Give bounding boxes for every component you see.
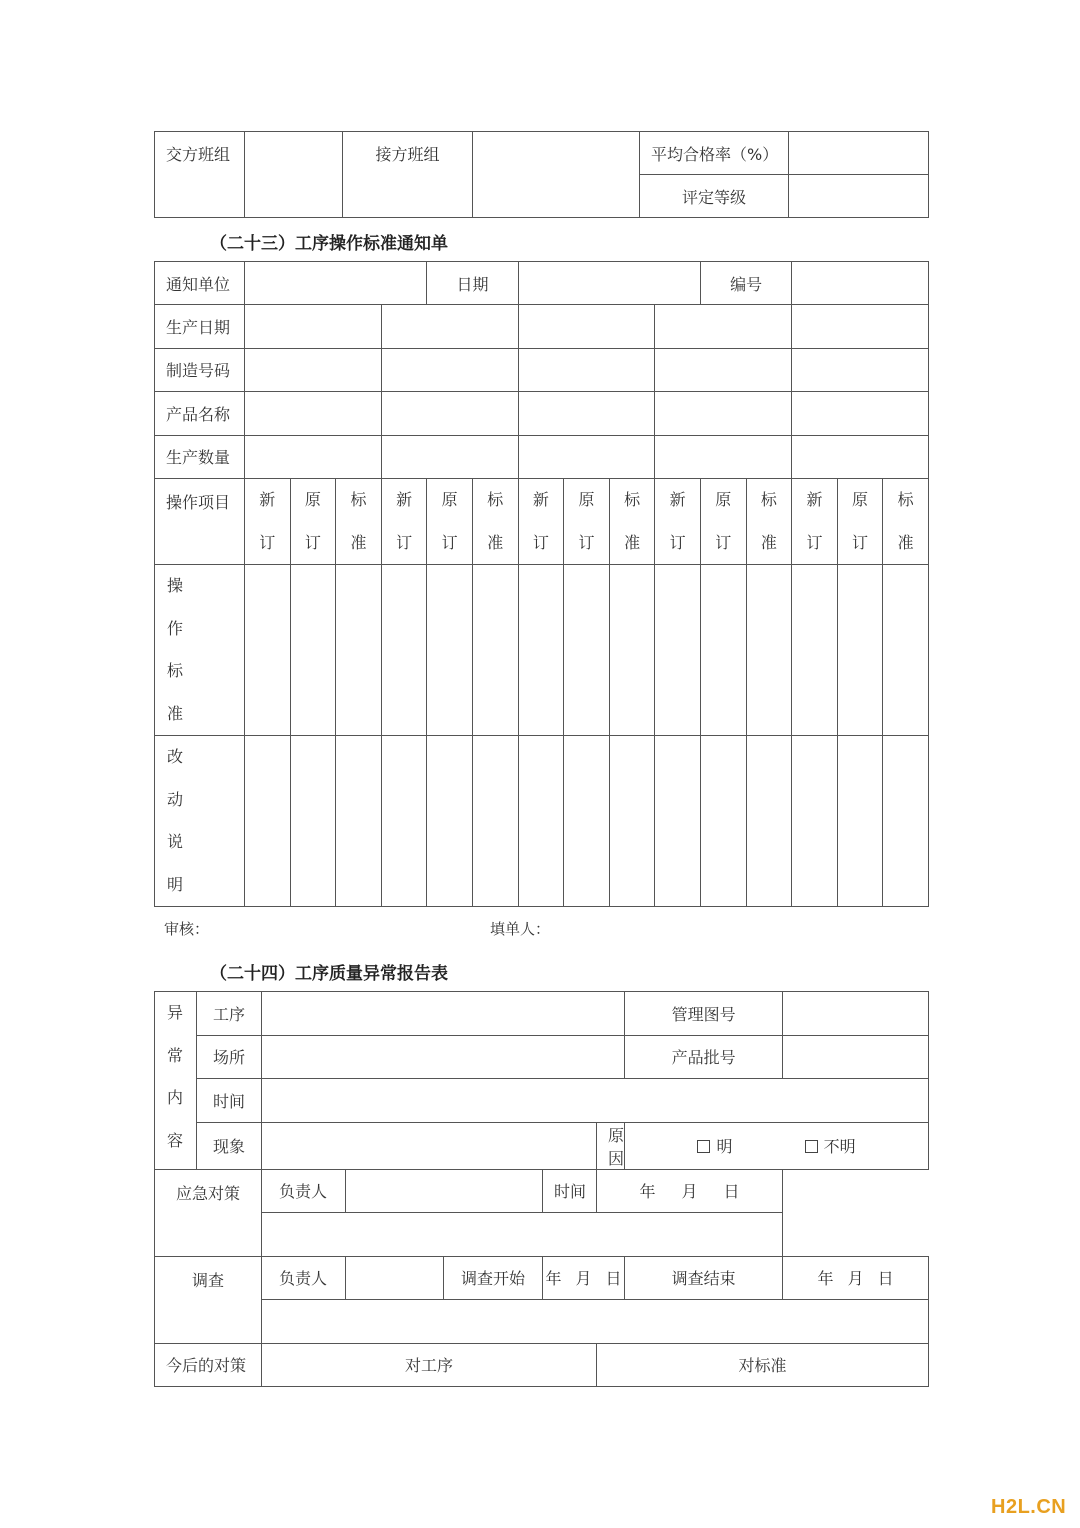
vertical-char: 原 xyxy=(715,490,732,509)
change-note-label xyxy=(155,736,199,907)
vertical-char: 动 xyxy=(167,789,184,809)
entry-cell[interactable] xyxy=(427,736,473,907)
vertical-char: 明 xyxy=(167,874,184,894)
avg-pass-rate-label: 平均合格率（%） xyxy=(640,132,789,175)
vertical-char: 准 xyxy=(350,532,367,552)
row-label-production-date: 生产日期 xyxy=(155,305,245,349)
sub-header-standard xyxy=(472,479,518,565)
abnormal-content-label xyxy=(155,992,197,1170)
entry-cell[interactable] xyxy=(792,435,929,479)
unclear-checkbox[interactable]: 不明 xyxy=(805,1137,856,1156)
entry-cell[interactable] xyxy=(655,435,792,479)
emergency-date[interactable]: 年 月 日 xyxy=(597,1169,783,1213)
checkbox-icon xyxy=(697,1140,710,1153)
vertical-char: 订 xyxy=(715,532,732,552)
vertical-char: 操 xyxy=(167,576,184,595)
vertical-char: 订 xyxy=(852,532,869,552)
date-cell[interactable] xyxy=(518,262,700,305)
phenomenon-cell[interactable] xyxy=(262,1122,597,1169)
investigation-start-label: 调查开始 xyxy=(444,1256,543,1300)
mgmt-drawing-no-cell[interactable] xyxy=(783,992,929,1036)
entry-cell[interactable] xyxy=(700,736,746,907)
entry-cell[interactable] xyxy=(472,565,518,736)
entry-cell[interactable] xyxy=(381,305,518,349)
sub-header-original xyxy=(837,479,883,565)
vertical-char: 准 xyxy=(167,703,184,723)
sub-header-original xyxy=(564,479,610,565)
vertical-char: 订 xyxy=(578,532,595,552)
investigation-end-label: 调查结束 xyxy=(625,1256,783,1300)
operation-standard-label xyxy=(155,565,199,736)
row-label-production-qty: 生产数量 xyxy=(155,435,245,479)
emergency-time-label: 时间 xyxy=(543,1169,597,1213)
sub-header-original xyxy=(427,479,473,565)
entry-cell[interactable] xyxy=(336,565,382,736)
vertical-char: 新 xyxy=(669,490,686,509)
entry-cell[interactable] xyxy=(199,565,245,736)
investigation-responsible-cell[interactable] xyxy=(346,1256,444,1300)
vertical-char: 准 xyxy=(897,532,914,552)
cause-label: 原因 xyxy=(597,1122,625,1169)
entry-cell[interactable] xyxy=(746,565,792,736)
vertical-char: 订 xyxy=(396,532,413,552)
vertical-char: 订 xyxy=(304,532,321,552)
vertical-char: 订 xyxy=(532,532,549,552)
entry-cell[interactable] xyxy=(564,565,610,736)
handover-group-label: 交方班组 xyxy=(155,132,245,218)
vertical-char: 新 xyxy=(259,490,276,509)
filler-label: 填单人： xyxy=(490,920,551,938)
quality-abnormal-table xyxy=(154,991,929,1387)
vertical-char: 订 xyxy=(259,532,276,552)
checkbox-icon xyxy=(805,1140,818,1153)
entry-cell[interactable] xyxy=(427,565,473,736)
sub-header-standard xyxy=(609,479,655,565)
entry-cell[interactable] xyxy=(518,565,564,736)
entry-cell[interactable] xyxy=(518,435,655,479)
entry-cell[interactable] xyxy=(883,736,929,907)
site-watermark: H2L.CN xyxy=(991,1496,1067,1518)
entry-cell[interactable] xyxy=(746,736,792,907)
investigation-label: 调查 xyxy=(155,1256,262,1343)
sub-header-new xyxy=(792,479,838,565)
vertical-char: 原 xyxy=(441,490,458,509)
product-batch-label: 产品批号 xyxy=(625,1035,783,1079)
section24-heading: （二十四）工序质量异常报告表 xyxy=(210,964,448,984)
vertical-char: 订 xyxy=(669,532,686,552)
for-process-label: 对工序 xyxy=(262,1343,597,1387)
entry-cell[interactable] xyxy=(381,565,427,736)
number-label: 编号 xyxy=(700,262,791,305)
mgmt-drawing-no-label: 管理图号 xyxy=(625,992,783,1036)
entry-cell[interactable] xyxy=(655,392,792,436)
entry-cell[interactable] xyxy=(609,565,655,736)
entry-cell[interactable] xyxy=(883,565,929,736)
entry-cell[interactable] xyxy=(381,348,518,392)
time-label: 时间 xyxy=(197,1079,262,1123)
sub-header-new xyxy=(518,479,564,565)
notify-unit-label: 通知单位 xyxy=(155,262,245,305)
date-label: 日期 xyxy=(427,262,518,305)
vertical-char: 准 xyxy=(487,532,504,552)
number-cell[interactable] xyxy=(792,262,929,305)
vertical-char: 标 xyxy=(167,661,184,680)
entry-cell[interactable] xyxy=(245,565,291,736)
vertical-char: 订 xyxy=(441,532,458,552)
entry-cell[interactable] xyxy=(245,305,382,349)
responsible-label: 负责人 xyxy=(262,1169,346,1213)
clear-checkbox[interactable]: 明 xyxy=(697,1137,732,1156)
process-label: 工序 xyxy=(197,992,262,1036)
sub-header-new xyxy=(245,479,291,565)
vertical-char: 作 xyxy=(167,618,184,638)
entry-cell[interactable] xyxy=(700,565,746,736)
entry-cell[interactable] xyxy=(336,736,382,907)
vertical-char: 标 xyxy=(487,490,504,509)
rating-label: 评定等级 xyxy=(640,175,789,218)
entry-cell[interactable] xyxy=(518,348,655,392)
vertical-char: 原 xyxy=(852,490,869,509)
future-measures-label: 今后的对策 xyxy=(155,1343,262,1387)
phenomenon-label: 现象 xyxy=(197,1122,262,1169)
operation-standard-table xyxy=(154,261,929,907)
notify-unit-cell[interactable] xyxy=(245,262,427,305)
reviewer-label: 审核： xyxy=(164,920,210,938)
sub-header-original xyxy=(700,479,746,565)
entry-cell[interactable] xyxy=(381,392,518,436)
sub-header-standard xyxy=(883,479,929,565)
entry-cell[interactable] xyxy=(837,565,883,736)
entry-cell[interactable] xyxy=(792,736,838,907)
vertical-char: 标 xyxy=(624,490,641,509)
vertical-char: 标 xyxy=(760,490,777,509)
vertical-char: 标 xyxy=(897,490,914,509)
entry-cell[interactable] xyxy=(792,305,929,349)
investigation-detail-cell[interactable] xyxy=(262,1300,929,1344)
entry-cell[interactable] xyxy=(655,348,792,392)
vertical-char: 订 xyxy=(806,532,823,552)
entry-cell[interactable] xyxy=(290,565,336,736)
vertical-char: 标 xyxy=(350,490,367,509)
entry-cell[interactable] xyxy=(290,736,336,907)
entry-cell[interactable] xyxy=(245,348,382,392)
vertical-char: 说 xyxy=(167,832,184,851)
time-cell[interactable] xyxy=(262,1079,929,1123)
vertical-char: 改 xyxy=(167,747,184,766)
entry-cell[interactable] xyxy=(792,565,838,736)
handover-group-cell[interactable] xyxy=(245,132,343,218)
vertical-char: 容 xyxy=(167,1130,184,1150)
entry-cell[interactable] xyxy=(245,736,291,907)
section23-heading: （二十三）工序操作标准通知单 xyxy=(210,234,448,254)
investigation-end-date[interactable]: 年 月 日 xyxy=(783,1256,929,1300)
entry-cell[interactable] xyxy=(518,305,655,349)
vertical-char: 内 xyxy=(167,1088,184,1107)
investigation-start-date[interactable]: 年 月 日 xyxy=(543,1256,625,1300)
entry-cell[interactable] xyxy=(564,736,610,907)
vertical-char: 异 xyxy=(167,1003,184,1022)
place-label: 场所 xyxy=(197,1035,262,1079)
emergency-label: 应急对策 xyxy=(155,1169,262,1256)
entry-cell[interactable] xyxy=(792,348,929,392)
entry-cell[interactable] xyxy=(381,435,518,479)
place-cell[interactable] xyxy=(262,1035,625,1079)
entry-cell[interactable] xyxy=(245,435,382,479)
vertical-char: 准 xyxy=(760,532,777,552)
rating-cell[interactable] xyxy=(789,175,929,218)
entry-cell[interactable] xyxy=(655,305,792,349)
entry-cell[interactable] xyxy=(472,736,518,907)
vertical-char: 原 xyxy=(578,490,595,509)
vertical-char: 新 xyxy=(806,490,823,509)
vertical-char: 新 xyxy=(396,490,413,509)
sub-header-new xyxy=(381,479,427,565)
investigation-responsible-label: 负责人 xyxy=(262,1256,346,1300)
entry-cell[interactable] xyxy=(518,736,564,907)
emergency-responsible-cell[interactable] xyxy=(346,1169,543,1213)
process-cell[interactable] xyxy=(262,992,625,1036)
row-label-product-name: 产品名称 xyxy=(155,392,245,436)
vertical-char: 准 xyxy=(624,532,641,552)
sub-header-original xyxy=(290,479,336,565)
receive-group-label: 接方班组 xyxy=(343,132,473,218)
entry-cell[interactable] xyxy=(792,392,929,436)
row-label-manufacture-no: 制造号码 xyxy=(155,348,245,392)
sub-header-standard xyxy=(746,479,792,565)
entry-cell[interactable] xyxy=(199,736,245,907)
handover-table xyxy=(154,131,929,218)
entry-cell[interactable] xyxy=(655,736,701,907)
vertical-char: 常 xyxy=(167,1045,184,1065)
entry-cell[interactable] xyxy=(655,565,701,736)
entry-cell[interactable] xyxy=(837,736,883,907)
for-standard-label: 对标准 xyxy=(597,1343,929,1387)
operation-item-label: 操作项目 xyxy=(155,479,245,565)
entry-cell[interactable] xyxy=(518,392,655,436)
entry-cell[interactable] xyxy=(609,736,655,907)
avg-pass-rate-cell[interactable] xyxy=(789,132,929,175)
product-batch-cell[interactable] xyxy=(783,1035,929,1079)
vertical-char: 原 xyxy=(304,490,321,509)
receive-group-cell[interactable] xyxy=(473,132,640,218)
cause-options xyxy=(625,1122,929,1169)
entry-cell[interactable] xyxy=(381,736,427,907)
vertical-char: 新 xyxy=(532,490,549,509)
entry-cell[interactable] xyxy=(245,392,382,436)
sub-header-new xyxy=(655,479,701,565)
emergency-detail-cell[interactable] xyxy=(262,1213,783,1257)
sub-header-standard xyxy=(336,479,382,565)
